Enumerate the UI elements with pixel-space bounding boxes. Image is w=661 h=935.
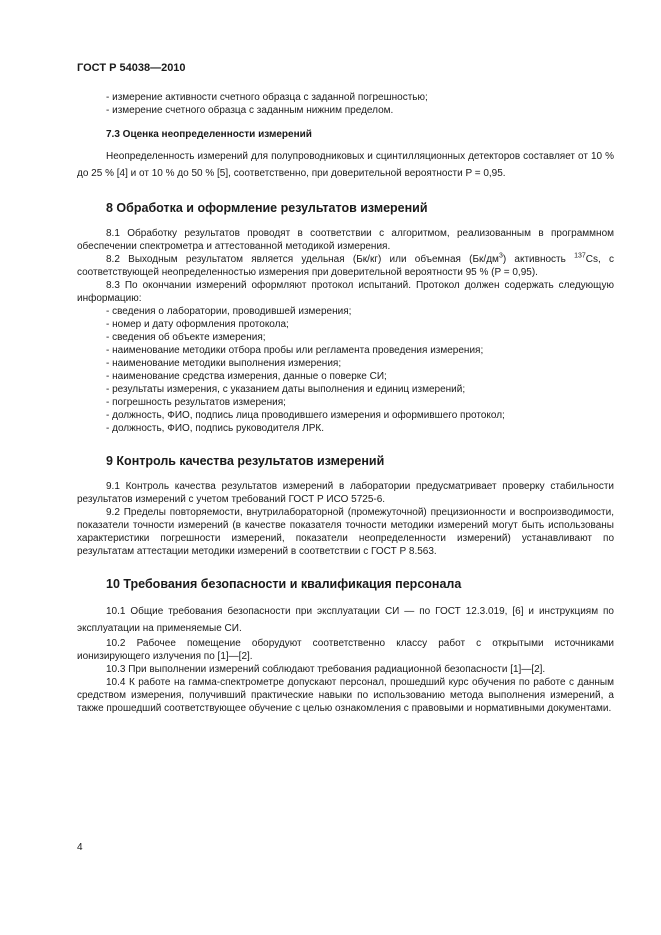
section-heading-8: 8 Обработка и оформление результатов измерений xyxy=(106,201,428,215)
list-item: - должность, ФИО, подпись лица проводившего измерения и оформившего протокол; xyxy=(106,410,505,421)
superscript-isotope: 137 xyxy=(574,252,586,260)
paragraph-8-2-part-b: ) активность xyxy=(502,254,575,265)
list-item: - сведения о лаборатории, проводившей измерения; xyxy=(106,306,352,317)
paragraph-9-2: 9.2 Пределы повторяемости, внутрилабораторной (промежуточной) прецизионности и воспроизводимости, показатели точности измерений (в качестве показателя точности методики измерений могут быть использованы характеристики погрешности измерений, показатели неопределенности измерений) устанавливают по результатам аттестации методики измерений в соответствии с ГОСТ Р 8.563. xyxy=(77,507,614,557)
paragraph-8-1: 8.1 Обработку результатов проводят в соответствии с алгоритмом, реализованным в программном обеспечении спектрометра и аттестованной методикой измерения. xyxy=(77,228,614,252)
page-number: 4 xyxy=(77,842,83,853)
list-item: - сведения об объекте измерения; xyxy=(106,332,266,343)
list-item: - наименование средства измерения, данные о поверке СИ; xyxy=(106,371,387,382)
paragraph-8-3: 8.3 По окончании измерений оформляют протокол испытаний. Протокол должен содержать следующую информацию: xyxy=(77,280,614,304)
subsection-heading-7-3: 7.3 Оценка неопределенности измерений xyxy=(106,129,312,140)
list-item: - измерение активности счетного образца с заданной погрешностью; xyxy=(106,92,428,103)
document-header: ГОСТ Р 54038—2010 xyxy=(77,62,186,74)
list-item: - измерение счетного образца с заданным нижним пределом. xyxy=(106,105,394,116)
paragraph-10-2: 10.2 Рабочее помещение оборудуют соответственно классу работ с открытыми источниками ионизирующего излучения по [1]—[2]. xyxy=(77,638,614,662)
paragraph-7-3: Неопределенность измерений для полупроводниковых и сцинтилляционных детекторов составляет от 10 % до 25 % [4] и от 10 % до 50 % [5], соответственно, при доверительной вероятности P = 0,95. xyxy=(77,151,614,179)
paragraph-10-3: 10.3 При выполнении измерений соблюдают требования радиационной безопасности [1]—[2]. xyxy=(106,664,546,675)
paragraph-8-2-part-c: Cs, с соответствующей неопределенностью измерения при доверительной вероятности 95 % (P = 0,95). xyxy=(77,254,614,278)
paragraph-8-2 xyxy=(77,253,614,279)
list-item: - наименование методики отбора пробы или регламента проведения измерения; xyxy=(106,345,484,356)
page-content xyxy=(77,91,614,715)
list-item: - наименование методики выполнения измерения; xyxy=(106,358,342,369)
list-item: - номер и дату оформления протокола; xyxy=(106,319,289,330)
section-heading-10: 10 Требования безопасности и квалификация персонала xyxy=(106,577,462,591)
paragraph-10-4: 10.4 К работе на гамма-спектрометре допускают персонал, прошедший курс обучения по работе с данным средством измерения, получивший практические навыки по использованию метода выполнения измерений, а также прошедший соответствующее обучение с целью ознакомления с правовыми и нормативными документами. xyxy=(77,677,614,714)
paragraph-9-1: 9.1 Контроль качества результатов измерений в лаборатории предусматривает проверку стабильности результатов измерений с учетом требований ГОСТ Р ИСО 5725-6. xyxy=(77,481,614,505)
list-item: - результаты измерения, с указанием даты выполнения и единиц измерений; xyxy=(106,384,466,395)
list-item: - погрешность результатов измерения; xyxy=(106,397,286,408)
superscript-cube: 3 xyxy=(498,252,503,260)
paragraph-10-1: 10.1 Общие требования безопасности при эксплуатации СИ — по ГОСТ 12.3.019, [6] и инструкциям по эксплуатации на применяемые СИ. xyxy=(77,606,614,634)
paragraph-8-2-part-a: 8.2 Выходным результатом является удельная (Бк/кг) или объемная (Бк/дм xyxy=(106,254,499,265)
section-heading-9: 9 Контроль качества результатов измерений xyxy=(106,454,385,468)
list-item: - должность, ФИО, подпись руководителя ЛРК. xyxy=(106,423,324,434)
